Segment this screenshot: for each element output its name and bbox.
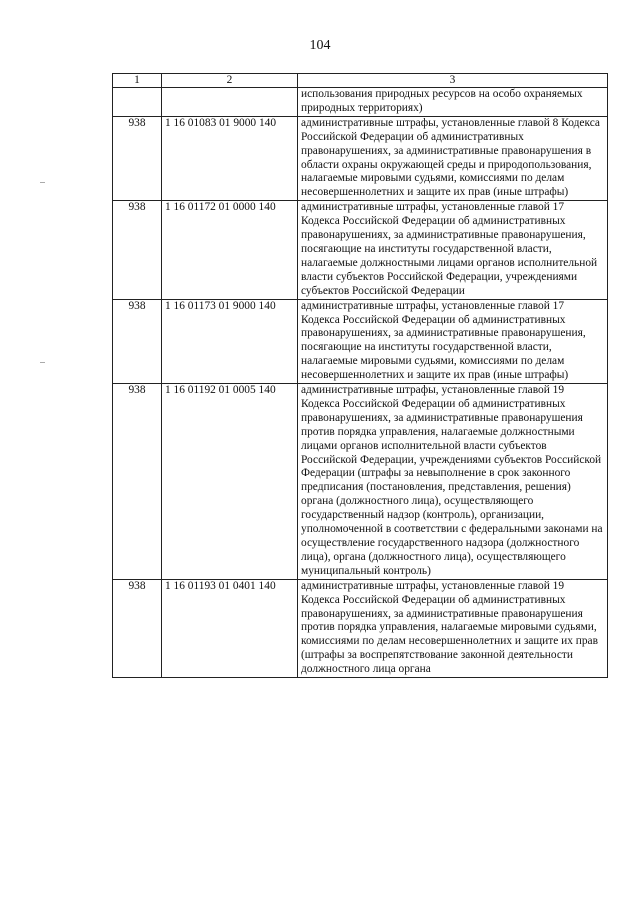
margin-mark [40, 362, 45, 363]
description-cell: административные штрафы, установленные главой 17 Кодекса Российской Федерации об административных правонарушениях, за административные правонарушения, посягающие на институты государственной власти, налагаемые должностными лицами органов исполнительной власти субъектов Российской Федерации, учреждениями субъектов Российской Федерации [298, 201, 608, 299]
admin-code-cell: 938 [113, 116, 162, 200]
column-header-2: 2 [162, 74, 298, 88]
admin-code-cell: 938 [113, 299, 162, 383]
column-header-3: 3 [298, 74, 608, 88]
admin-code-cell: 938 [113, 384, 162, 580]
table-header-row [113, 74, 608, 88]
table-row [113, 88, 608, 117]
table-row [113, 201, 608, 299]
kbk-code-cell: 1 16 01172 01 0000 140 [162, 201, 298, 299]
page-number: 104 [309, 38, 331, 53]
table-row [113, 299, 608, 383]
description-cell: использования природных ресурсов на особо охраняемых природных территориях) [298, 88, 608, 117]
table-row [113, 116, 608, 200]
kbk-code-cell [162, 88, 298, 117]
description-cell: административные штрафы, установленные главой 19 Кодекса Российской Федерации об административных правонарушениях, за административные правонарушения против порядка управления, налагаемые мировыми судьями, комиссиями по делам несовершеннолетних и защите их прав (штрафы за воспрепятствование законной деятельности должностного лица органа [298, 579, 608, 677]
description-cell: административные штрафы, установленные главой 17 Кодекса Российской Федерации об административных правонарушениях, за административные правонарушения, посягающие на институты государственной власти, налагаемые мировыми судьями, комиссиями по делам несовершеннолетних и защите их прав (иные штрафы) [298, 299, 608, 383]
table-row [113, 384, 608, 580]
kbk-code-cell: 1 16 01192 01 0005 140 [162, 384, 298, 580]
admin-code-cell: 938 [113, 579, 162, 677]
admin-code-cell: 938 [113, 201, 162, 299]
description-cell: административные штрафы, установленные главой 8 Кодекса Российской Федерации об административных правонарушениях, за административные правонарушения в области охраны окружающей среды и природопользования, налагаемые мировыми судьями, комиссиями по делам несовершеннолетних и защите их прав (иные штрафы) [298, 116, 608, 200]
kbk-code-cell: 1 16 01083 01 9000 140 [162, 116, 298, 200]
table-row [113, 579, 608, 677]
document-table [112, 73, 608, 678]
admin-code-cell [113, 88, 162, 117]
margin-mark [40, 182, 45, 183]
column-header-1: 1 [113, 74, 162, 88]
kbk-code-cell: 1 16 01193 01 0401 140 [162, 579, 298, 677]
kbk-code-cell: 1 16 01173 01 9000 140 [162, 299, 298, 383]
description-cell: административные штрафы, установленные главой 19 Кодекса Российской Федерации об административных правонарушениях, за административные правонарушения против порядка управления, налагаемые должностными лицами органов исполнительной власти субъектов Российской Федерации, учреждениями субъектов Российской Федерации (штрафы за невыполнение в срок законного предписания (постановления, представления, решения) органа (должностного лица), осуществляющего государственный надзор (контроль), организации, уполномоченной в соответствии с федеральными законами на осуществление государственного надзора (должностного лица), органа (должностного лица), осуществляющего муниципальный контроль) [298, 384, 608, 580]
